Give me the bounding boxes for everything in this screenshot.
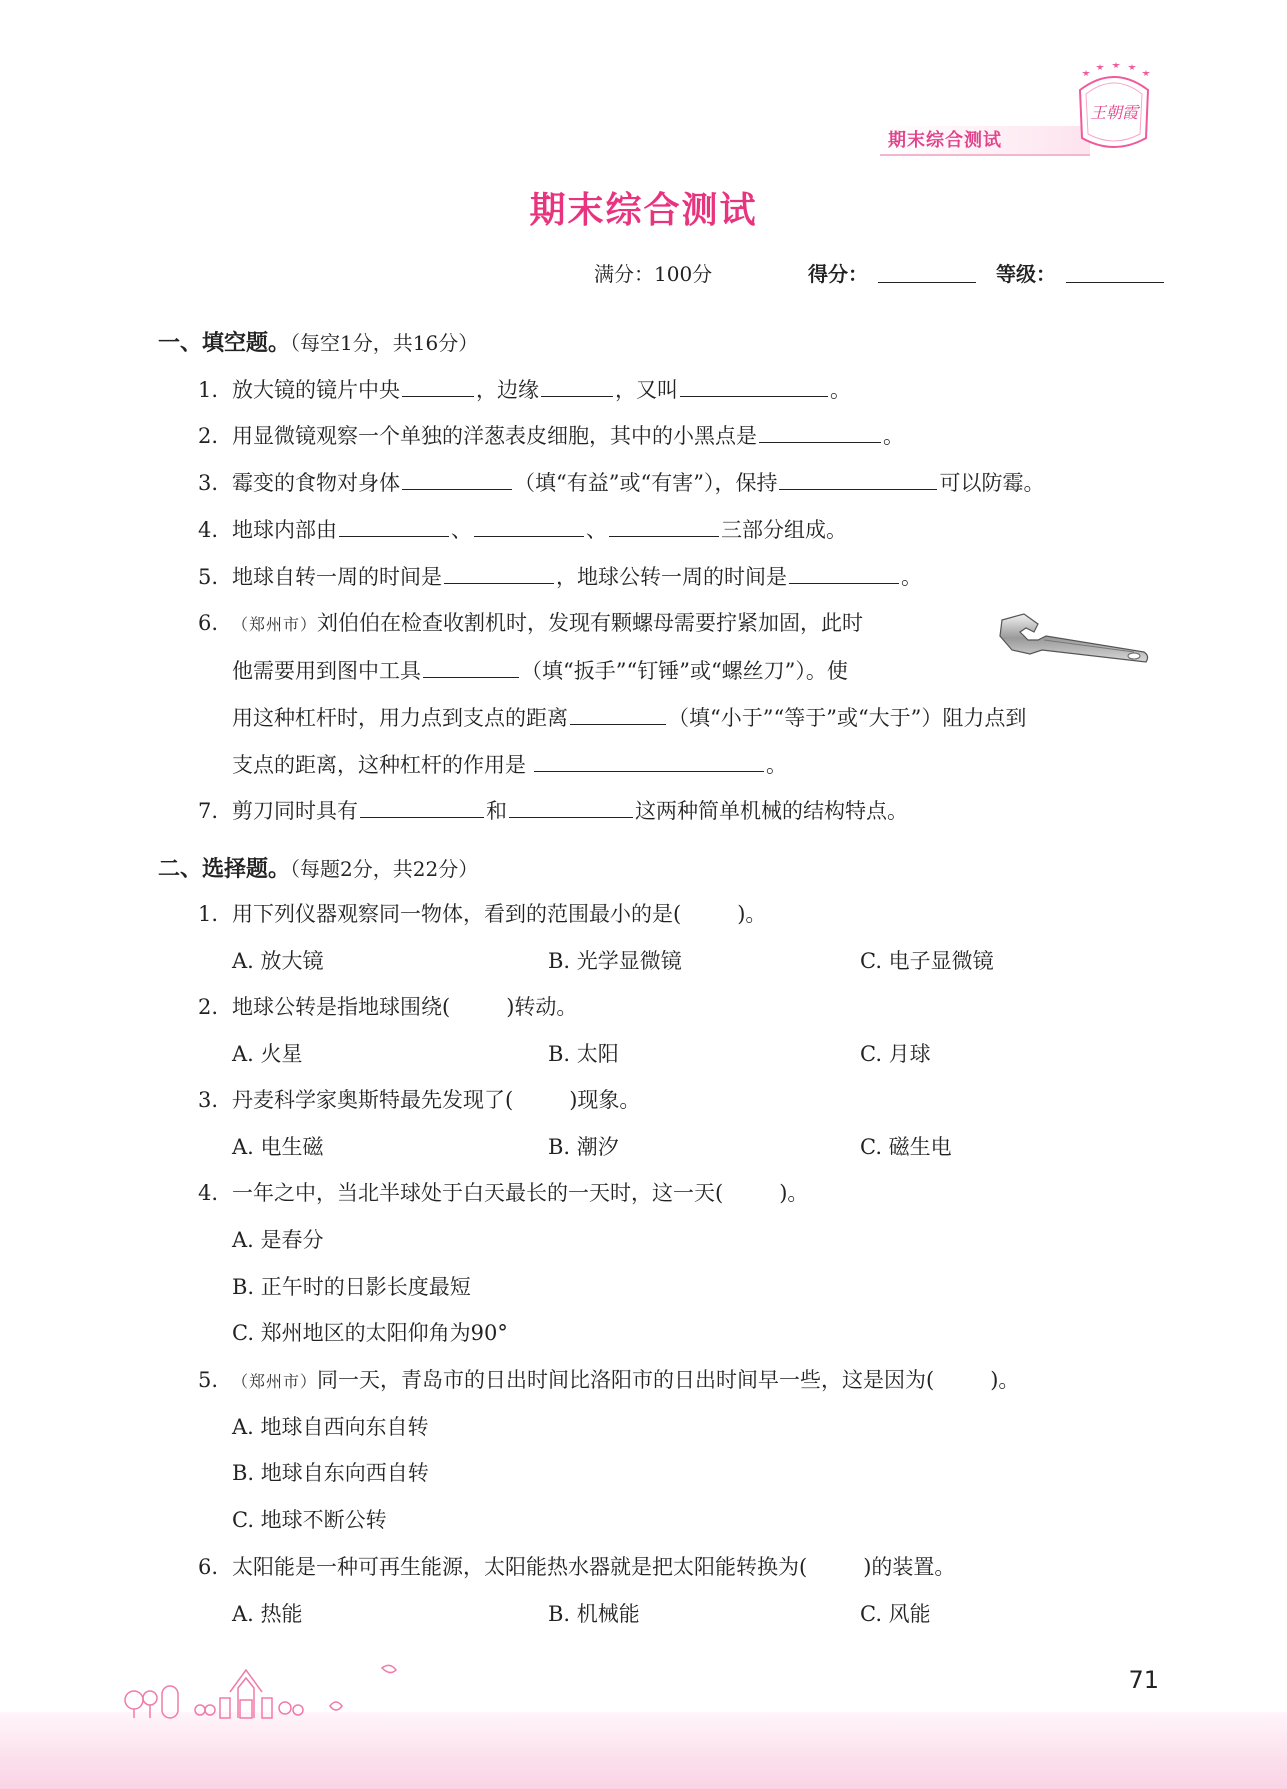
s1-q5: 5. 地球自转一周的时间是 ，地球公转一周的时间是 。 [198,561,922,592]
source-tag: （郑州市） [232,1372,318,1391]
s1-q1: 1. 放大镜的镜片中央 ，边缘 ，又叫 。 [198,374,851,405]
answer-blank[interactable] [759,420,881,443]
s2-q2-option-a[interactable]: A. 火星 [232,1042,303,1066]
s2-q5-option-c[interactable]: C. 地球不断公转 [232,1508,387,1532]
page-number: 71 [1128,1666,1159,1694]
s2-q3: 3. 丹麦科学家奥斯特最先发现了( )现象。 [198,1088,641,1112]
page-title: 期末综合测试 [529,190,758,231]
s1-q7: 7. 剪刀同时具有 和 这两种简单机械的结构特点。 [198,795,908,826]
section2-heading [158,852,478,883]
s2-q5-option-a[interactable]: A. 地球自西向东自转 [232,1415,429,1439]
s2-q6-option-a[interactable]: A. 热能 [232,1602,303,1626]
s2-q2-option-c[interactable]: C. 月球 [860,1042,931,1066]
s2-q3-option-a[interactable]: A. 电生磁 [232,1135,324,1159]
wrench-illustration [994,610,1154,670]
answer-blank[interactable] [402,467,512,490]
answer-blank[interactable] [534,749,764,772]
answer-blank[interactable] [680,374,828,397]
s2-q5: 5. （郑州市）同一天，青岛市的日出时间比洛阳市的日出时间早一些，这是因为( )。 [198,1368,1020,1392]
s2-q4-option-a[interactable]: A. 是春分 [232,1228,324,1252]
s2-q1-option-a[interactable]: A. 放大镜 [232,949,324,973]
answer-blank[interactable] [570,702,666,725]
score-line [594,258,1174,290]
s2-q2: 2. 地球公转是指地球围绕( )转动。 [198,995,578,1019]
publisher-logo [1072,60,1156,156]
answer-blank[interactable] [779,467,937,490]
full-marks: 满分：100分 [594,262,713,286]
s1-q6-line3: 用这种杠杆时，用力点到支点的距离 （填“小于”“等于”或“大于”）阻力点到 [232,702,1026,733]
s1-q6-line2: 他需要用到图中工具 （填“扳手”“钉锤”或“螺丝刀”）。使 [232,655,848,686]
svg-text:王朝霞: 王朝霞 [1089,103,1139,122]
s1-q6: 6. （郑州市）刘伯伯在检查收割机时，发现有颗螺母需要拧紧加固，此时 [198,611,864,635]
section1-heading [158,326,478,357]
answer-blank[interactable] [541,374,613,397]
s2-q3-option-c[interactable]: C. 磁生电 [860,1135,952,1159]
section1-heading-text: 一、填空题。 [158,331,291,356]
answer-blank[interactable] [402,374,474,397]
answer-blank[interactable] [474,514,584,537]
answer-blank[interactable] [509,795,633,818]
s2-q5-option-b[interactable]: B. 地球自东向西自转 [232,1461,429,1485]
source-tag: （郑州市） [232,615,318,634]
s2-q6-option-b[interactable]: B. 机械能 [548,1602,640,1626]
answer-blank[interactable] [609,514,719,537]
answer-blank[interactable] [360,795,484,818]
s1-q3: 3. 霉变的食物对身体 （填“有益”或“有害”），保持 可以防霉。 [198,467,1044,498]
s2-q4: 4. 一年之中，当北半球处于白天最长的一天时，这一天( )。 [198,1181,809,1205]
s1-q2: 2. 用显微镜观察一个单独的洋葱表皮细胞，其中的小黑点是 。 [198,420,904,451]
answer-blank[interactable] [789,561,899,584]
grade-label: 等级： [996,262,1056,286]
s1-q4: 4. 地球内部由 、 、 三部分组成。 [198,514,847,545]
s2-q6: 6. 太阳能是一种可再生能源，太阳能热水器就是把太阳能转换为( )的装置。 [198,1555,956,1579]
section2-heading-text: 二、选择题。 [158,857,291,882]
section1-note: （每空1分，共16分） [290,331,479,355]
score-label: 得分： [808,262,868,286]
s1-q6-line4: 支点的距离，这种杠杆的作用是 。 [232,749,787,780]
s2-q6-option-c[interactable]: C. 风能 [860,1602,931,1626]
grade-blank[interactable] [1066,258,1164,283]
s2-q1-option-c[interactable]: C. 电子显微镜 [860,949,994,973]
section2-note: （每题2分，共22分） [290,857,479,881]
s2-q3-option-b[interactable]: B. 潮汐 [548,1135,619,1159]
header-section-label: 期末综合测试 [880,126,1090,156]
s2-q2-option-b[interactable]: B. 太阳 [548,1042,619,1066]
s2-q1: 1. 用下列仪器观察同一物体，看到的范围最小的是( )。 [198,902,767,926]
footer-band [0,1712,1287,1789]
s2-q4-option-c[interactable]: C. 郑州地区的太阳仰角为90° [232,1321,508,1345]
s2-q1-option-b[interactable]: B. 光学显微镜 [548,949,682,973]
answer-blank[interactable] [423,655,519,678]
answer-blank[interactable] [339,514,449,537]
answer-blank[interactable] [444,561,554,584]
footer-castle-illustration [120,1648,430,1720]
s2-q4-option-b[interactable]: B. 正午时的日影长度最短 [232,1275,471,1299]
score-blank[interactable] [878,258,976,283]
